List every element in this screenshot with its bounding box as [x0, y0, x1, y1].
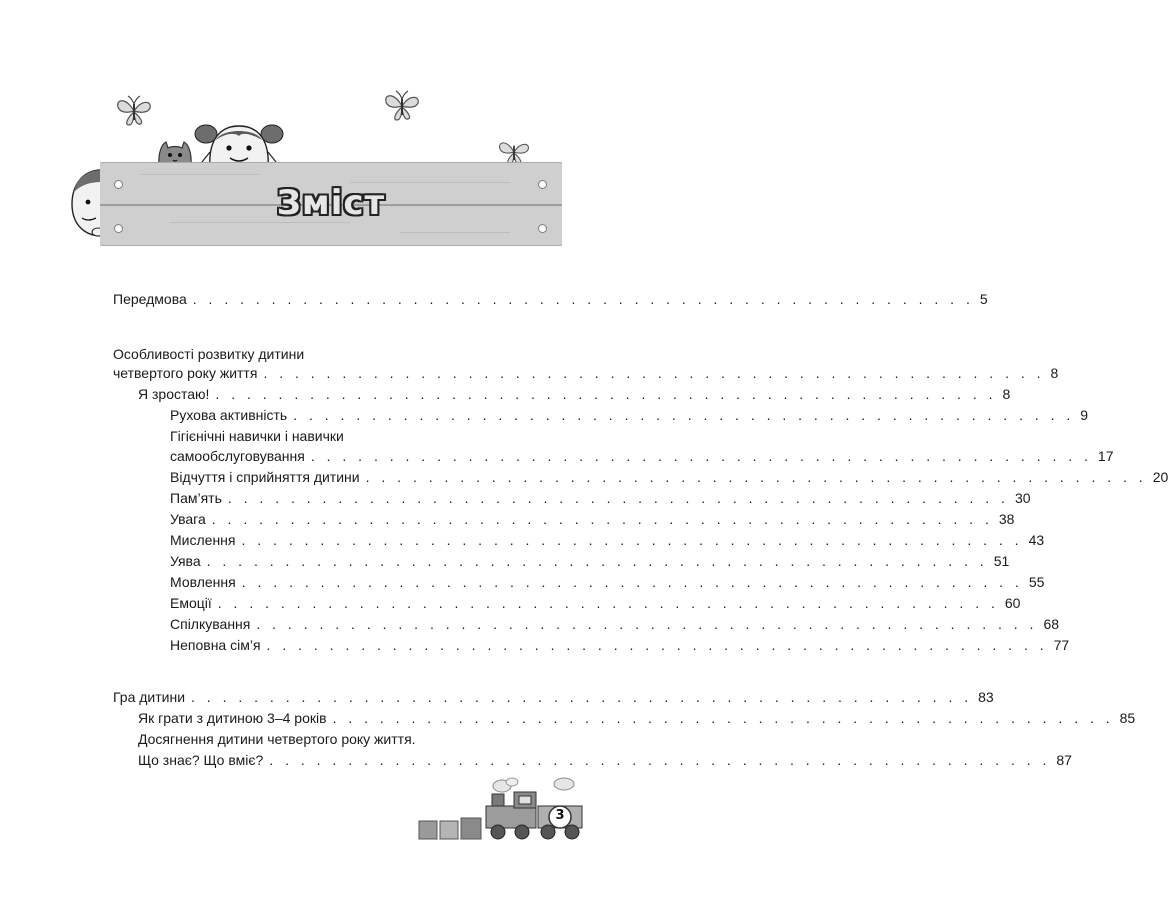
toc-entry-page: 30 — [1014, 490, 1031, 506]
toc-entry-label: Спілкування — [170, 616, 251, 632]
toc-entry-page: 20 — [1152, 469, 1168, 485]
toc-entry[interactable] — [113, 290, 988, 308]
toc-entry-page: 38 — [998, 511, 1015, 527]
toc-entry-page: 43 — [1028, 532, 1045, 548]
toc-entry-page: 8 — [1002, 386, 1011, 402]
toc-entry-label: Емоції — [170, 595, 212, 611]
toc-leader: . . . . . . . . . . . . . . . . . . . . . . . . . . . . . . . . . . . . . . . . . . . . . . . . . . — [269, 752, 1051, 768]
nail-icon — [114, 224, 123, 233]
toc-entry-page: 77 — [1053, 637, 1070, 653]
butterfly-icon — [114, 93, 154, 129]
toc-entry[interactable] — [170, 615, 1060, 633]
toc-entry[interactable] — [170, 531, 1045, 549]
toc-entry-label: Я зростаю! — [138, 386, 210, 402]
toc-entry[interactable] — [113, 688, 994, 706]
toy-train-icon — [478, 776, 590, 842]
toc-entry-page: 85 — [1119, 710, 1136, 726]
toc-entry-label[interactable]: Досягнення дитини четвертого року життя. — [138, 731, 416, 747]
page-title: Зміст — [276, 183, 386, 223]
toc-entry-label[interactable]: Особливості розвитку дитини — [113, 346, 305, 362]
toc-leader: . . . . . . . . . . . . . . . . . . . . . . . . . . . . . . . . . . . . . . . . . . . . . . . . . . — [191, 689, 973, 705]
toc-leader: . . . . . . . . . . . . . . . . . . . . . . . . . . . . . . . . . . . . . . . . . . . . . . . . . . — [332, 710, 1114, 726]
toc-entry[interactable] — [170, 489, 1031, 507]
toc-leader: . . . . . . . . . . . . . . . . . . . . . . . . . . . . . . . . . . . . . . . . . . . . . . . . . . — [365, 469, 1147, 485]
toc-entry[interactable] — [170, 447, 1114, 465]
toc-entry-label: Мислення — [170, 532, 236, 548]
toc-entry-label: Неповна сім’я — [170, 637, 261, 653]
toc-entry-label: Мовлення — [170, 574, 236, 590]
toc-entry-label: Передмова — [113, 291, 187, 307]
toc-leader: . . . . . . . . . . . . . . . . . . . . . . . . . . . . . . . . . . . . . . . . . . . . . . . . . . — [263, 365, 1045, 381]
toc-entry-label: Пам’ять — [170, 490, 222, 506]
toc-leader: . . . . . . . . . . . . . . . . . . . . . . . . . . . . . . . . . . . . . . . . . . . . . . . . . . — [217, 595, 999, 611]
header-board — [100, 162, 562, 246]
toc-entry[interactable] — [170, 468, 1168, 486]
toc-entry-page: 17 — [1097, 448, 1114, 464]
toc-entry-label: четвертого року життя — [113, 365, 258, 381]
toc-entry[interactable] — [113, 364, 1059, 382]
toc-entry-page: 5 — [979, 291, 988, 307]
toc-entry[interactable] — [170, 552, 1010, 570]
toc-entry-label: Як грати з дитиною 3–4 років — [138, 710, 327, 726]
toc-entry-page: 51 — [993, 553, 1010, 569]
toc-entry-label: Рухова активність — [170, 407, 288, 423]
toc-entry-page: 60 — [1004, 595, 1021, 611]
toc-leader: . . . . . . . . . . . . . . . . . . . . . . . . . . . . . . . . . . . . . . . . . . . . . . . . . . — [256, 616, 1038, 632]
toy-blocks-icon — [418, 816, 482, 840]
toc-entry[interactable] — [170, 510, 1015, 528]
toc-entry-label[interactable]: Гігієнічні навички і навички — [170, 428, 344, 444]
toc-entry-label: самообслуговування — [170, 448, 305, 464]
toc-leader: . . . . . . . . . . . . . . . . . . . . . . . . . . . . . . . . . . . . . . . . . . . . . . . . . . — [293, 407, 1075, 423]
toc-entry[interactable] — [170, 636, 1070, 654]
girl-face-icon — [192, 118, 286, 168]
toc-entry-label: Відчуття і сприйняття дитини — [170, 469, 360, 485]
toc-entry-label: Гра дитини — [113, 689, 186, 705]
toc-entry-label: Уява — [170, 553, 201, 569]
toc-entry-page: 87 — [1056, 752, 1072, 768]
toc-entry-page: 83 — [978, 689, 994, 705]
toc-entry-page: 55 — [1028, 574, 1045, 590]
nail-icon — [538, 224, 547, 233]
toc-entry-label: Увага — [170, 511, 206, 527]
toc-leader: . . . . . . . . . . . . . . . . . . . . . . . . . . . . . . . . . . . . . . . . . . . . . . . . . . — [211, 511, 993, 527]
toc-entry[interactable] — [170, 594, 1021, 612]
butterfly-icon — [382, 88, 422, 124]
toc-leader: . . . . . . . . . . . . . . . . . . . . . . . . . . . . . . . . . . . . . . . . . . . . . . . . . . — [241, 574, 1023, 590]
toc-entry-label: Що знає? Що вміє? — [138, 752, 264, 768]
toc-leader: . . . . . . . . . . . . . . . . . . . . . . . . . . . . . . . . . . . . . . . . . . . . . . . . . . — [227, 490, 1009, 506]
toc-entry-page: 9 — [1080, 407, 1089, 423]
toc-leader: . . . . . . . . . . . . . . . . . . . . . . . . . . . . . . . . . . . . . . . . . . . . . . . . . . — [206, 553, 988, 569]
toc-leader: . . . . . . . . . . . . . . . . . . . . . . . . . . . . . . . . . . . . . . . . . . . . . . . . . . — [266, 637, 1048, 653]
toc-entry-page: 8 — [1050, 365, 1059, 381]
toc-leader: . . . . . . . . . . . . . . . . . . . . . . . . . . . . . . . . . . . . . . . . . . . . . . . . . . — [215, 386, 997, 402]
toc-entry-page: 68 — [1043, 616, 1060, 632]
toc-entry[interactable] — [138, 751, 1072, 769]
toc-leader: . . . . . . . . . . . . . . . . . . . . . . . . . . . . . . . . . . . . . . . . . . . . . . . . . . — [241, 532, 1023, 548]
page-number: 3 — [555, 808, 565, 823]
toc-entry[interactable] — [170, 406, 1089, 424]
toc-leader: . . . . . . . . . . . . . . . . . . . . . . . . . . . . . . . . . . . . . . . . . . . . . . . . . . — [192, 291, 974, 307]
toc-entry[interactable] — [138, 385, 1011, 403]
toc-leader: . . . . . . . . . . . . . . . . . . . . . . . . . . . . . . . . . . . . . . . . . . . . . . . . . . — [310, 448, 1092, 464]
toc-entry[interactable] — [170, 573, 1045, 591]
toc-entry[interactable] — [138, 709, 1136, 727]
